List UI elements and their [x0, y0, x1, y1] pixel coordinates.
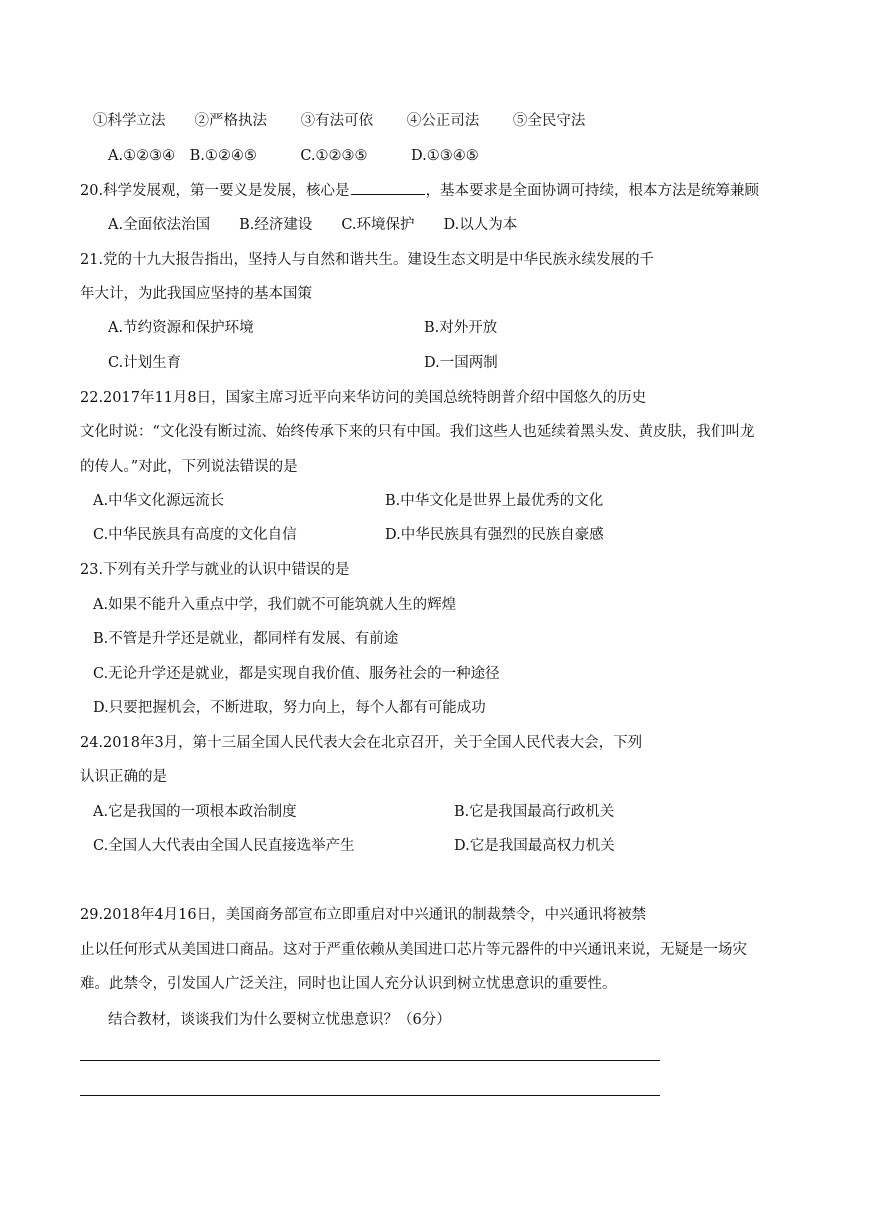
- q22-stem-line3: 的传人。”对此，下列说法错误的是: [80, 459, 298, 475]
- q24-option-b: B.它是我国最高行政机关: [454, 804, 615, 820]
- q22-stem-line1: 22.2017年11月8日，国家主席习近平向来华访问的美国总统特朗普介绍中国悠久的历史: [80, 390, 647, 406]
- q21-stem-line1: 21.党的十九大报告指出，坚持人与自然和谐共生。建设生态文明是中华民族永续发展的千: [80, 252, 655, 268]
- q29-prompt: 结合教材，谈谈我们为什么要树立忧患意识？（6分）: [108, 1012, 451, 1028]
- q24-stem-line1: 24.2018年3月，第十三届全国人民代表大会在北京召开，关于全国人民代表大会，下列: [80, 735, 643, 751]
- q22-option-b: B.中华文化是世界上最优秀的文化: [385, 493, 604, 509]
- q23-option-a: A.如果不能升入重点中学，我们就不可能筑就人生的辉煌: [93, 597, 457, 613]
- q24-stem-line2: 认识正确的是: [80, 769, 167, 785]
- q24-option-c: C.全国人大代表由全国人民直接选举产生: [93, 838, 355, 854]
- q23-option-d: D.只要把握机会，不断进取，努力向上，每个人都有可能成功: [93, 700, 486, 716]
- q21-option-c: C.计划生育: [108, 355, 182, 371]
- q29-stem-line2: 止以任何形式从美国进口商品。这对于严重依赖从美国进口芯片等元器件的中兴通讯来说，无疑是一场灾: [80, 942, 747, 958]
- q21-stem-line2: 年大计，为此我国应坚持的基本国策: [80, 286, 312, 302]
- q29-stem-line3: 难。此禁令，引发国人广泛关注，同时也让国人充分认识到树立忧患意识的重要性。: [80, 976, 617, 992]
- q22-stem-line2: 文化时说：“文化没有断过流、始终传承下来的只有中国。我们这些人也延续着黑头发、黄皮肤，我们叫龙: [80, 424, 755, 440]
- q23-option-c: C.无论升学还是就业，都是实现自我价值、服务社会的一种途径: [93, 666, 500, 682]
- q21-option-b: B.对外开放: [424, 320, 498, 336]
- q24-option-a: A.它是我国的一项根本政治制度: [93, 804, 297, 820]
- q22-option-d: D.中华民族具有强烈的民族自豪感: [385, 527, 604, 543]
- answer-line-1: [80, 1060, 660, 1061]
- q21-option-d: D.一国两制: [424, 355, 498, 371]
- q23-stem: 23.下列有关升学与就业的认识中错误的是: [80, 562, 350, 578]
- q22-option-a: A.中华文化源远流长: [93, 493, 225, 509]
- q20-stem-b: ，基本要求是全面协调可持续，根本方法是统筹兼顾: [425, 183, 760, 199]
- answer-line-2: [80, 1095, 660, 1096]
- q20-stem-a: 20.科学发展观，第一要义是发展，核心是: [80, 183, 350, 199]
- answer-blank: [351, 180, 425, 195]
- q19-options: A.①②③④ B.①②④⑤ C.①②③⑤ D.①③④⑤: [108, 148, 479, 164]
- q19-items: ①科学立法 ②严格执法 ③有法可依 ④公正司法 ⑤全民守法: [93, 113, 586, 129]
- q20-stem: [80, 180, 759, 201]
- q24-option-d: D.它是我国最高权力机关: [454, 838, 615, 854]
- q23-option-b: B.不管是升学还是就业，都同样有发展、有前途: [93, 631, 399, 647]
- q20-options: A.全面依法治国 B.经济建设 C.环境保护 D.以人为本: [108, 217, 518, 233]
- q22-option-c: C.中华民族具有高度的文化自信: [93, 527, 297, 543]
- q29-stem-line1: 29.2018年4月16日，美国商务部宣布立即重启对中兴通讯的制裁禁令，中兴通讯将被禁: [80, 907, 647, 923]
- q21-option-a: A.节约资源和保护环境: [108, 320, 254, 336]
